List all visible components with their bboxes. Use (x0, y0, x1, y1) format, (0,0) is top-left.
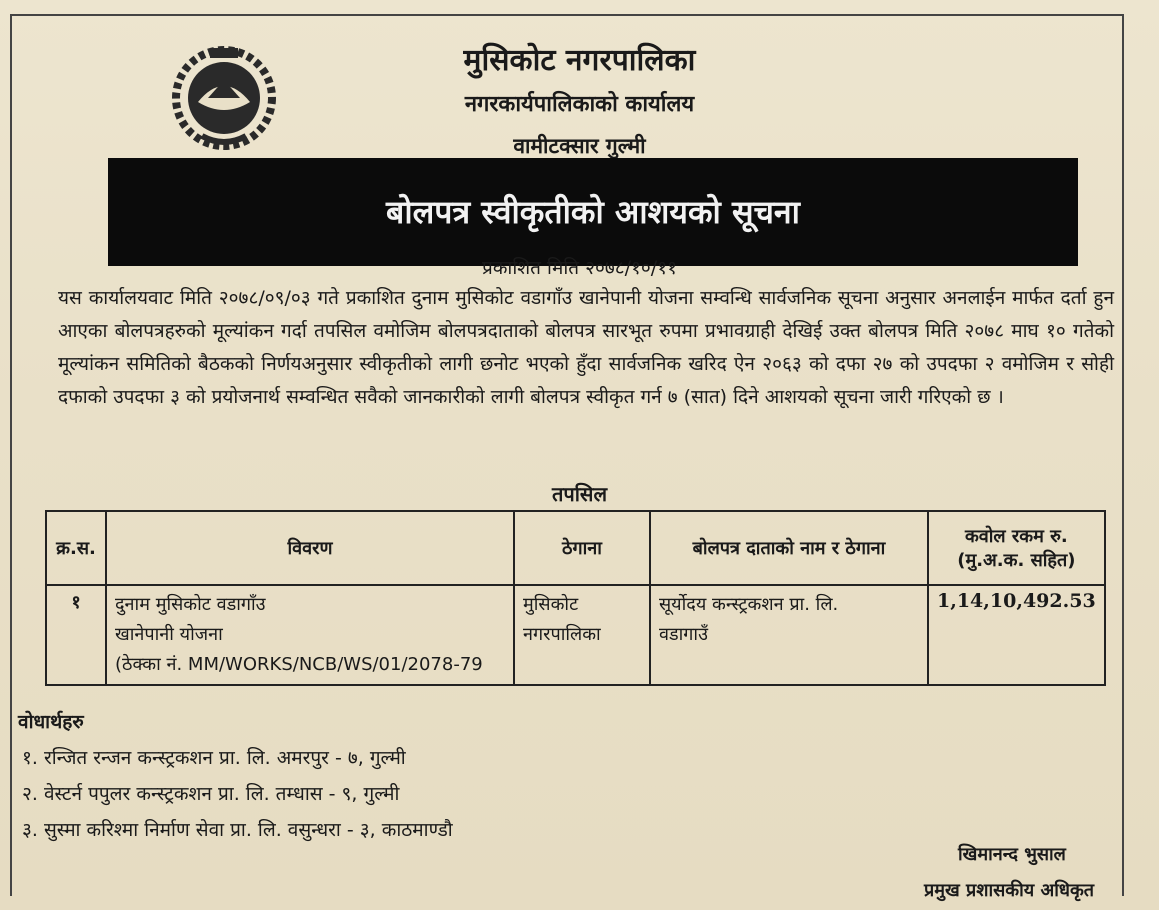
cell-address (514, 585, 650, 685)
col-header-address: ठेगाना (514, 511, 650, 585)
table-row (46, 585, 1105, 685)
list-item: १. रन्जित रन्जन कन्स्ट्रकशन प्रा. लि. अमरपुर - ७, गुल्मी (22, 747, 406, 769)
office-location: वामीटक्सार गुल्मी (513, 134, 646, 158)
col-header-bidder: बोलपत्र दाताको नाम र ठेगाना (650, 511, 928, 585)
list-item: ३. सुस्मा करिश्मा निर्माण सेवा प्रा. लि. वसुन्धरा - ३, काठमाण्डौ (22, 819, 453, 841)
cell-description (106, 585, 514, 685)
bidders-title: वोधार्थहरु (18, 711, 84, 733)
address-line: मुसिकोट (523, 594, 579, 615)
contract-number: (ठेक्का नं. MM/WORKS/NCB/WS/01/2078-79 (115, 654, 483, 675)
schedule-title: तपसिल (551, 482, 608, 506)
col-header-description: विवरण (106, 511, 514, 585)
office-subtitle: नगरकार्यपालिकाको कार्यालय (464, 92, 695, 117)
notice-title-banner: बोलपत्र स्वीकृतीको आशयको सूचना (108, 158, 1078, 266)
signatory-name: खिमानन्द भुसाल (958, 844, 1066, 865)
col-header-sn: क्र.स. (46, 511, 106, 585)
description-line: दुनाम मुसिकोट वडागाँउ (115, 594, 266, 615)
table-header-row (46, 511, 1105, 585)
bidders-list (22, 740, 453, 848)
address-line: नगरपालिका (523, 624, 601, 645)
cell-bidder (650, 585, 928, 685)
notice-body: यस कार्यालयवाट मिति २०७८/०९/०३ गते प्रकाशित दुनाम मुसिकोट वडागाँउ खानेपानी योजना सम्वन्धि सार्वजनिक सूचना अनुसार अनलाईन मार्फत दर्ता हुन आएका बोलपत्रहरुको मूल्यांकन गर्दा तपसिल वमोजिम बोलपत्रदाताको बोलपत्र सारभूत रुपमा प्रभावग्राही देखिई उक्त बोलपत्र मिति २०७८ माघ १० गतेको मूल्यांकन समितिको बैठकको निर्णयअनुसार स्वीकृतीको लागी छनोट भएको हुँदा सार्वजनिक खरिद ऐन २०६३ को दफा २७ को उपदफा २ वमोजिम र सोही दफाको उपदफा ३ को प्रयोजनार्थ सम्वन्धित सवैको जानकारीको लागी बोलपत्र स्वीकृत गर्न ७ (सात) दिने आशयको सूचना जारी गरिएको छ । (58, 287, 1114, 408)
signatory-title: प्रमुख प्रशासकीय अधिकृत (924, 880, 1095, 901)
bidder-name: सूर्योदय कन्स्ट्रकशन प्रा. लि. (659, 594, 839, 615)
office-name: मुसिकोट नगरपालिका (463, 43, 696, 78)
bidder-address: वडागाउँ (659, 624, 708, 645)
list-item: २. वेस्टर्न पपुलर कन्स्ट्रकशन प्रा. लि. तम्धास - ९, गुल्मी (22, 783, 400, 805)
cell-sn: १ (46, 585, 106, 685)
col-header-amount: कवोल रकम रु. (मु.अ.क. सहित) (928, 511, 1105, 585)
published-date: प्रकाशित मिति २०७८/१०/११ (482, 257, 677, 279)
schedule-table (45, 510, 1106, 686)
description-line: खानेपानी योजना (115, 624, 223, 645)
cell-amount: 1,14,10,492.53 (928, 585, 1105, 685)
